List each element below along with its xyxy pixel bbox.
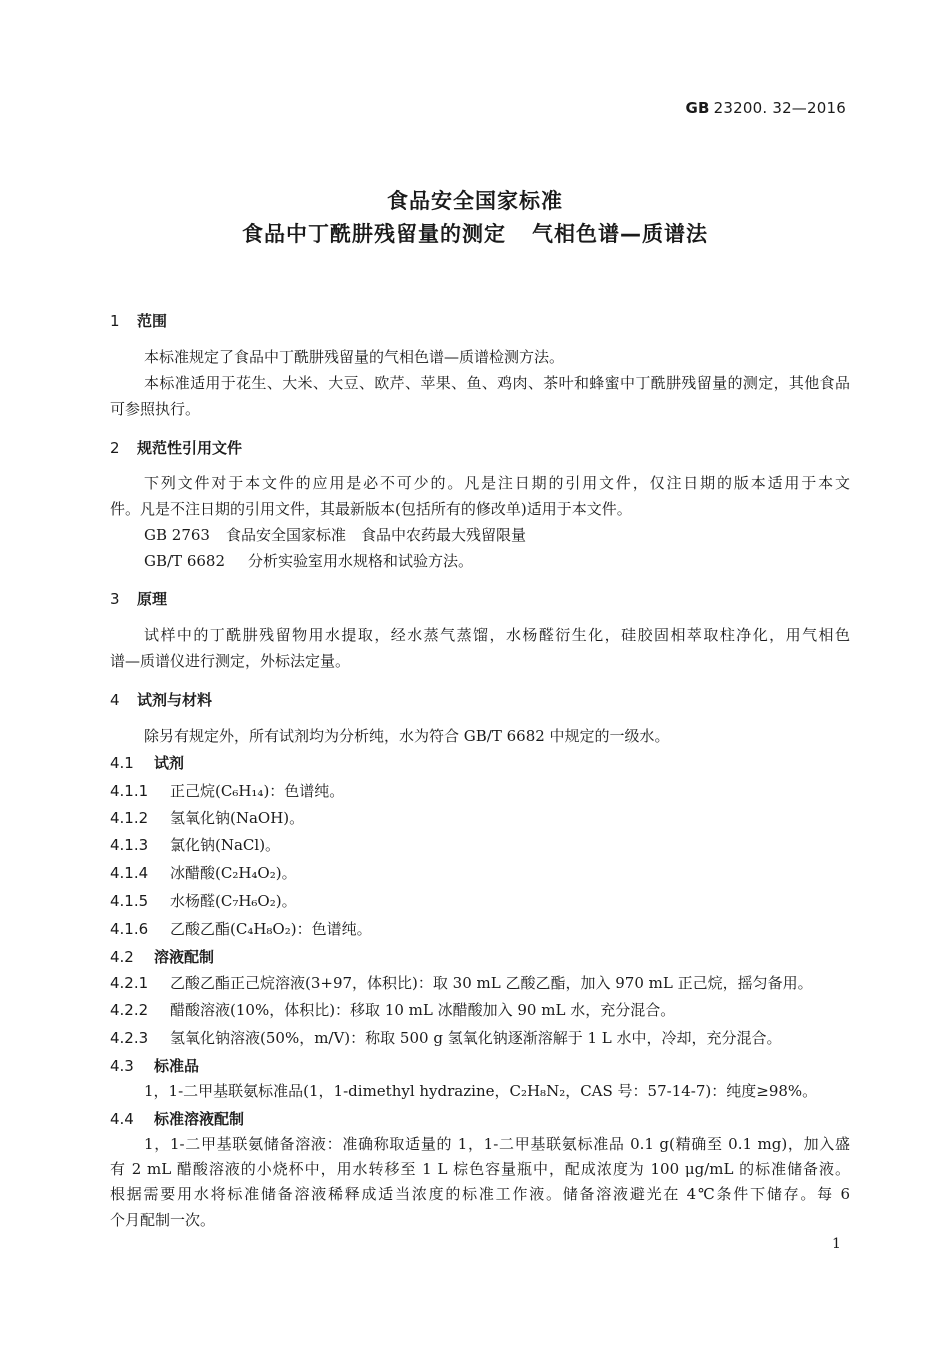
item-number: 4.2.1 xyxy=(110,974,149,992)
section-4-para-1: 除另有规定外，所有试剂均为分析纯，水为符合 GB/T 6682 中规定的一级水。 xyxy=(144,727,670,745)
section-number: 4 xyxy=(110,691,120,709)
section-4-4-para-1c: 根据需要用水将标准储备溶液稀释成适当浓度的标准工作液。储备溶液避光在 4℃条件下储存。每 6 xyxy=(110,1185,850,1203)
section-label: 试剂 xyxy=(154,754,185,772)
title-line-1: 食品安全国家标准 xyxy=(387,189,563,213)
section-number: 1 xyxy=(110,312,120,330)
reagent-item xyxy=(110,780,344,801)
reference-title: 食品安全国家标准 食品中农药最大残留限量 xyxy=(226,526,527,544)
section-1-para-1: 本标准规定了食品中丁酰肼残留量的气相色谱—质谱检测方法。 xyxy=(144,348,565,366)
reagent-item xyxy=(110,834,280,855)
item-number: 4.1.1 xyxy=(110,782,149,800)
section-number: 4.3 xyxy=(110,1057,134,1075)
solution-item xyxy=(110,999,675,1020)
section-2-para-1a: 下列文件对于本文件的应用是必不可少的。凡是注日期的引用文件，仅注日期的版本适用于本文 xyxy=(144,474,850,492)
section-label: 范围 xyxy=(137,312,168,330)
reagent-item xyxy=(110,807,304,828)
section-label: 标准溶液配制 xyxy=(154,1110,245,1128)
section-1-para-2a: 本标准适用于花生、大米、大豆、欧芹、苹果、鱼、鸡肉、茶叶和蜂蜜中丁酰肼残留量的测定，其他食品 xyxy=(144,374,850,392)
section-label: 原理 xyxy=(137,590,168,608)
section-3-para-1a: 试样中的丁酰肼残留物用水提取，经水蒸气蒸馏，水杨醛衍生化，硅胶固相萃取柱净化，用气相色 xyxy=(144,626,850,644)
title-line-2 xyxy=(0,218,950,248)
reference-gb2763 xyxy=(144,524,526,545)
item-text: 醋酸溶液(10%，体积比)：移取 10 mL 冰醋酸加入 90 mL 水，充分混合。 xyxy=(170,1001,676,1019)
reference-title: 分析实验室用水规格和试验方法。 xyxy=(248,552,474,570)
section-1-heading xyxy=(110,310,167,331)
reference-gbt6682 xyxy=(144,550,473,571)
title-line-2-main: 食品中丁酰肼残留量的测定 xyxy=(242,222,506,246)
page-number: 1 xyxy=(832,1236,841,1252)
item-number: 4.1.3 xyxy=(110,836,149,854)
item-number: 4.1.6 xyxy=(110,920,149,938)
item-number: 4.1.5 xyxy=(110,892,149,910)
section-number: 4.4 xyxy=(110,1110,134,1128)
section-number: 2 xyxy=(110,439,120,457)
reagent-item xyxy=(110,890,297,911)
title-line-2-method: 气相色谱—质谱法 xyxy=(532,222,708,246)
section-number: 4.1 xyxy=(110,754,134,772)
item-text: 冰醋酸(C₂H₄O₂)。 xyxy=(170,864,297,882)
section-label: 溶液配制 xyxy=(154,948,215,966)
item-number: 4.2.3 xyxy=(110,1029,149,1047)
item-text: 氢氧化钠溶液(50%，m/V)：称取 500 g 氢氧化钠逐渐溶解于 1 L 水中，冷却，充分混合。 xyxy=(170,1029,782,1047)
section-4-4-heading xyxy=(110,1108,244,1129)
section-number: 3 xyxy=(110,590,120,608)
section-4-2-heading xyxy=(110,946,214,967)
section-label: 规范性引用文件 xyxy=(137,439,243,457)
section-1-para-2b: 可参照执行。 xyxy=(110,400,201,418)
section-label: 标准品 xyxy=(154,1057,200,1075)
item-text: 乙酸乙酯(C₄H₈O₂)：色谱纯。 xyxy=(170,920,372,938)
item-text: 氢氧化钠(NaOH)。 xyxy=(170,809,305,827)
reference-code: GB 2763 xyxy=(144,526,210,544)
item-number: 4.1.2 xyxy=(110,809,149,827)
section-4-1-heading xyxy=(110,752,184,773)
item-text: 氯化钠(NaCl)。 xyxy=(170,836,281,854)
reagent-item xyxy=(110,918,372,939)
standard-code: 23200. 32—2016 xyxy=(713,99,846,117)
item-number: 4.1.4 xyxy=(110,864,149,882)
section-4-4-para-1a: 1，1-二甲基联氨储备溶液：准确称取适量的 1，1-二甲基联氨标准品 0.1 g(精确至 0.1 mg)，加入盛 xyxy=(144,1135,850,1153)
section-4-3-para-1: 1，1-二甲基联氨标准品(1，1-dimethyl hydrazine，C₂H₈N₂，CAS 号：57-14-7)：纯度≥98%。 xyxy=(144,1082,818,1100)
item-number: 4.2.2 xyxy=(110,1001,149,1019)
solution-item xyxy=(110,972,813,993)
standard-number xyxy=(686,99,846,117)
item-text: 水杨醛(C₇H₆O₂)。 xyxy=(170,892,297,910)
section-2-heading xyxy=(110,437,242,458)
section-4-3-heading xyxy=(110,1055,199,1076)
section-2-para-1b: 件。凡是不注日期的引用文件，其最新版本(包括所有的修改单)适用于本文件。 xyxy=(110,500,632,518)
standard-prefix: GB xyxy=(685,99,710,117)
reference-code: GB/T 6682 xyxy=(144,552,226,570)
section-3-heading xyxy=(110,588,167,609)
section-4-4-para-1d: 个月配制一次。 xyxy=(110,1211,216,1229)
reagent-item xyxy=(110,862,297,883)
section-3-para-1b: 谱—质谱仪进行测定，外标法定量。 xyxy=(110,652,351,670)
item-text: 正己烷(C₆H₁₄)：色谱纯。 xyxy=(170,782,345,800)
item-text: 乙酸乙酯正己烷溶液(3+97，体积比)：取 30 mL 乙酸乙酯，加入 970 mL 正己烷，摇匀备用。 xyxy=(170,974,813,992)
section-number: 4.2 xyxy=(110,948,134,966)
section-4-heading xyxy=(110,689,212,710)
section-label: 试剂与材料 xyxy=(137,691,213,709)
solution-item xyxy=(110,1027,782,1048)
section-4-4-para-1b: 有 2 mL 醋酸溶液的小烧杯中，用水转移至 1 L 棕色容量瓶中，配成浓度为 100 μg/mL 的标准储备液。 xyxy=(110,1160,850,1178)
